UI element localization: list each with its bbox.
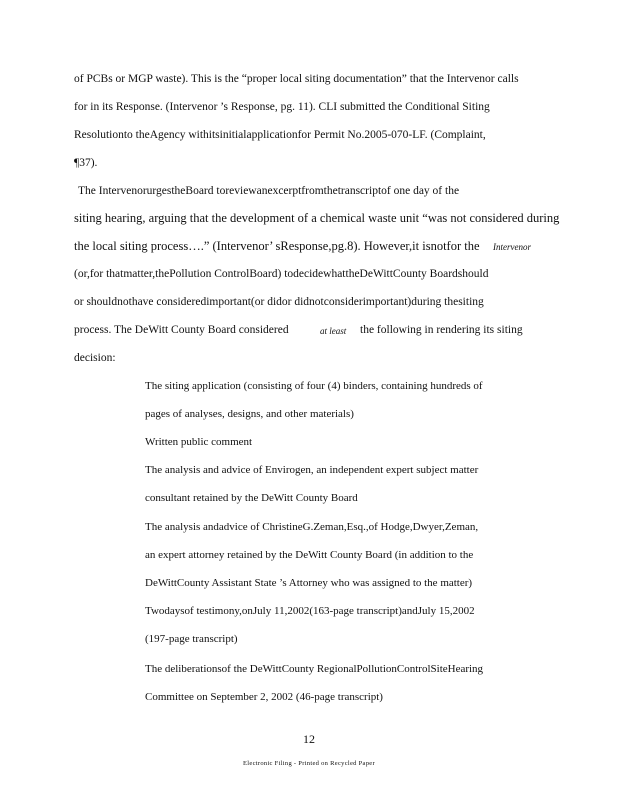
bullet-2-line-1: Written public comment (145, 436, 253, 448)
bullet-4-line-1: The analysis andadvice of ChristineG.Zeman,Esq.,of Hodge,Dwyer,Zeman, (145, 521, 479, 533)
body-line-10: process. The DeWitt County Board considered (74, 324, 289, 336)
body-italic-at-least: at least (320, 326, 347, 336)
body-line-2: for in its Response. (Intervenor ’s Response, pg. 11). CLI submitted the Conditional Siting (74, 101, 490, 113)
body-line-1: of PCBs or MGP waste). This is the “proper local siting documentation” that the Intervenor calls (74, 73, 519, 85)
footer-text: Electronic Filing - Printed on Recycled Paper (243, 760, 375, 767)
body-line-6: siting hearing, arguing that the development of a chemical waste unit “was not considered during (74, 211, 560, 225)
bullet-3-line-2: consultant retained by the DeWitt County Board (145, 492, 358, 504)
body-line-8: (or,for thatmatter,thePollution ControlBoard) todecidewhattheDeWittCounty Boardshould (74, 268, 489, 280)
body-line-5: The IntervenorurgestheBoard toreviewanexcerptfromthetranscriptof one day of the (78, 185, 460, 197)
bullet-4-line-2: an expert attorney retained by the DeWitt County Board (in addition to the (145, 549, 474, 561)
bullet-4-line-3: DeWittCounty Assistant State ’s Attorney who was assigned to the matter) (145, 577, 473, 589)
bullet-1-line-2: pages of analyses, designs, and other materials) (145, 408, 354, 420)
bullet-6-line-2: Committee on September 2, 2002 (46-page transcript) (145, 691, 383, 703)
body-line-9: or shouldnothave consideredimportant(or didor didnotconsiderimportant)during thesiting (74, 296, 484, 308)
bullet-5-line-2: (197-page transcript) (145, 633, 238, 645)
bullet-5-line-1: Twodaysof testimony,onJuly 11,2002(163-page transcript)andJuly 15,2002 (145, 605, 475, 617)
bullet-3-line-1: The analysis and advice of Envirogen, an independent expert subject matter (145, 464, 479, 476)
body-line-11: decision: (74, 352, 116, 364)
body-italic-intervenor: Intervenor (493, 242, 531, 252)
page-number: 12 (303, 732, 315, 746)
body-line-10b: the following in rendering its siting (360, 324, 523, 336)
body-line-7: the local siting process….” (Intervenor’ sResponse,pg.8). However,it isnotfor the (74, 239, 480, 253)
bullet-6-line-1: The deliberationsof the DeWittCounty RegionalPollutionControlSiteHearing (145, 663, 484, 675)
body-line-4: ¶37). (74, 157, 98, 169)
body-line-3: Resolutionto theAgency withitsinitialapplicationfor Permit No.2005-070-LF. (Complaint, (74, 129, 486, 141)
bullet-1-line-1: The siting application (consisting of four (4) binders, containing hundreds of (145, 380, 483, 392)
